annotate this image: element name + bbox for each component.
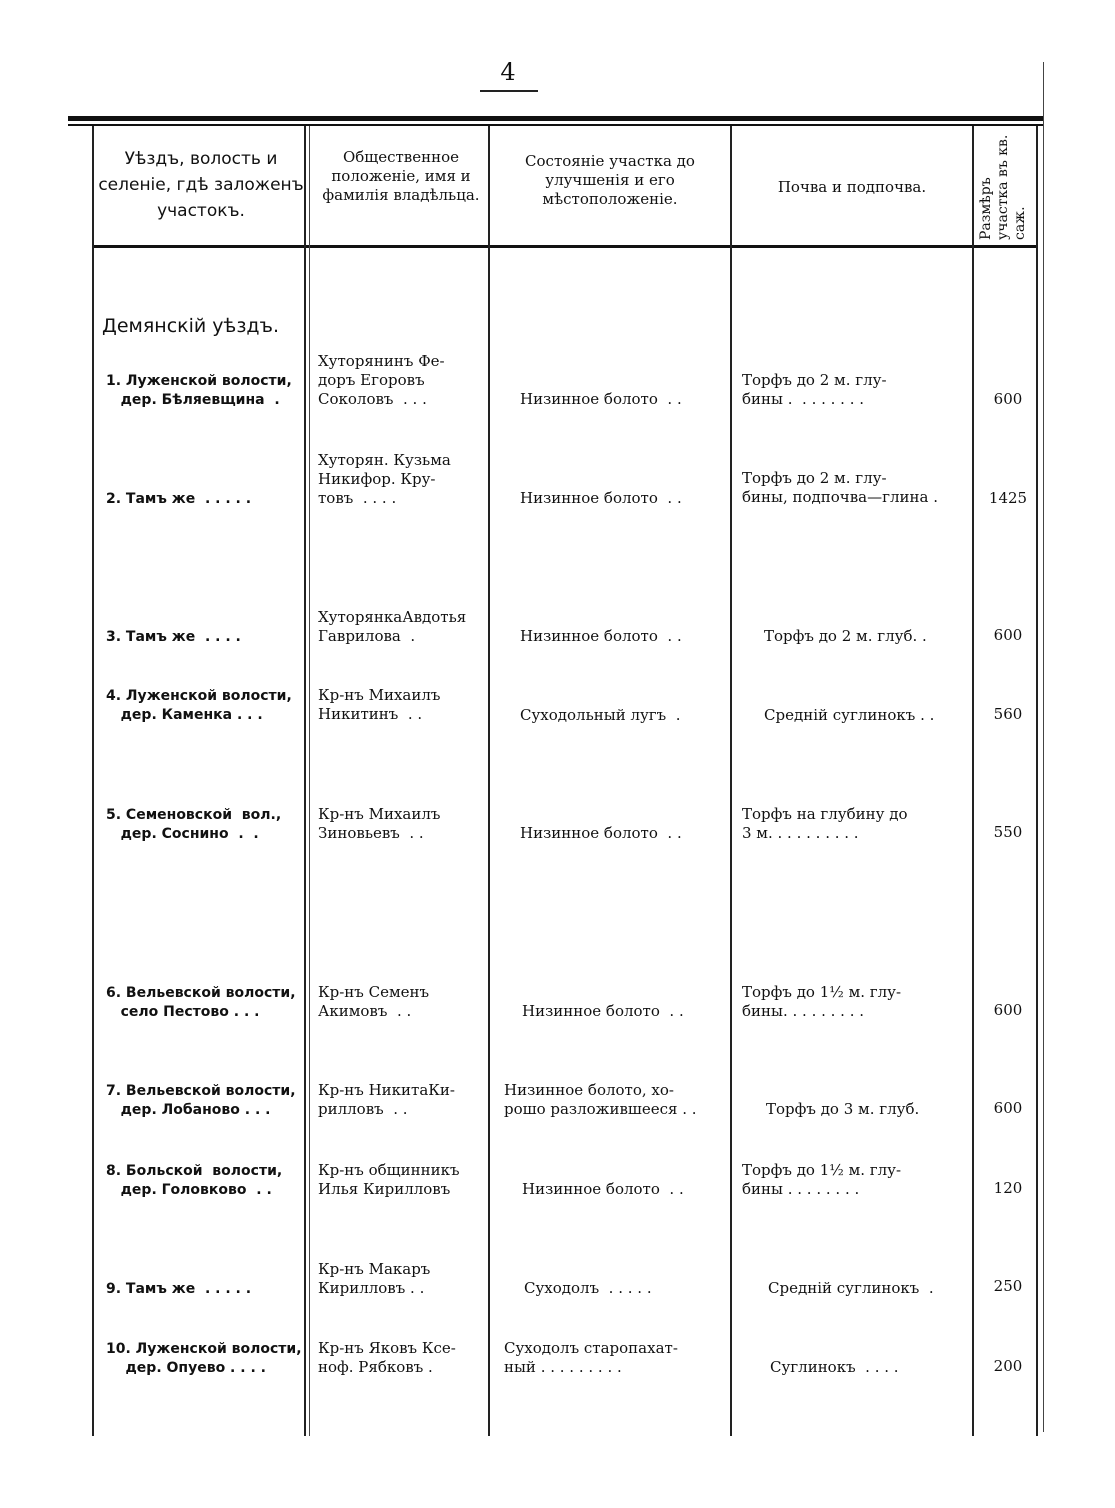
row-10-size: 200 bbox=[993, 1357, 1023, 1375]
row-2-soil: Торфъ до 2 м. глу- бины, подпочва—глина . bbox=[742, 469, 938, 506]
row-5-soil: Торфъ на глубину до 3 м. . . . . . . . . . bbox=[742, 805, 908, 842]
row-1-location: 1. Луженской волости, дер. Бѣляевщина . bbox=[106, 373, 292, 408]
row-3-location: 3. Тамъ же . . . . bbox=[106, 629, 241, 645]
row-3-state: Низинное болото . . bbox=[520, 627, 682, 645]
row-8-owner: Кр-нъ общинникъ Илья Кирилловъ bbox=[318, 1161, 460, 1198]
column-divider-2 bbox=[488, 126, 490, 1436]
header-separator bbox=[92, 245, 1036, 248]
top-rule-thin bbox=[68, 124, 1044, 126]
row-6-size: 600 bbox=[993, 1001, 1023, 1019]
row-1-size: 600 bbox=[993, 390, 1023, 408]
row-6-state: Низинное болото . . bbox=[522, 1002, 684, 1020]
row-8-size: 120 bbox=[993, 1179, 1023, 1197]
row-10-state: Суходолъ старопахат- ный . . . . . . . . . bbox=[504, 1339, 678, 1376]
row-7-location: 7. Вельевской волости, дер. Лобаново . . . bbox=[106, 1083, 296, 1118]
column-divider-1a bbox=[304, 126, 306, 1436]
row-1-soil: Торфъ до 2 м. глу- бины . . . . . . . . bbox=[742, 371, 887, 408]
row-8-location: 8. Больской волости, дер. Головково . . bbox=[106, 1163, 283, 1198]
column-divider-1b bbox=[309, 126, 310, 1436]
row-5-state: Низинное болото . . bbox=[520, 824, 682, 842]
row-6-location: 6. Вельевской волости, село Пестово . . . bbox=[106, 985, 296, 1020]
row-1-owner: Хуторянинъ Фе- доръ Егоровъ Соколовъ . . . bbox=[318, 352, 445, 408]
row-4-soil: Среднiй суглинокъ . . bbox=[764, 706, 935, 724]
row-7-size: 600 bbox=[993, 1099, 1023, 1117]
top-rule-thick bbox=[68, 116, 1044, 121]
row-3-soil: Торфъ до 2 м. глуб. . bbox=[764, 627, 927, 645]
header-owner: Общественное положеніе, имя и фамилія владѣльца. bbox=[322, 148, 480, 204]
page-edge-line bbox=[1043, 62, 1044, 1432]
row-6-owner: Кр-нъ Семенъ Акимовъ . . bbox=[318, 983, 430, 1020]
row-10-soil: Суглинокъ . . . . bbox=[770, 1358, 899, 1376]
page-number: 4 bbox=[500, 58, 516, 86]
row-6-soil: Торфъ до 1½ м. глу- бины. . . . . . . . . bbox=[742, 983, 902, 1020]
row-4-state: Суходольный лугъ . bbox=[520, 706, 681, 724]
header-size: Размѣръ участка въ кв. саж. bbox=[978, 134, 1028, 240]
row-2-state: Низинное болото . . bbox=[520, 489, 682, 507]
row-10-location: 10. Луженской волости, дер. Опуево . . . . bbox=[106, 1341, 302, 1376]
row-5-owner: Кр-нъ Михаилъ Зиновьевъ . . bbox=[318, 805, 441, 842]
row-2-size: 1425 bbox=[988, 489, 1028, 507]
row-7-soil: Торфъ до 3 м. глуб. bbox=[766, 1100, 920, 1118]
row-9-soil: Среднiй суглинокъ . bbox=[768, 1279, 934, 1297]
row-8-state: Низинное болото . . bbox=[522, 1180, 684, 1198]
row-2-location: 2. Тамъ же . . . . . bbox=[106, 491, 252, 507]
column-divider-3 bbox=[730, 126, 732, 1436]
row-3-size: 600 bbox=[993, 626, 1023, 644]
row-3-owner: ХуторянкаАвдотья Гаврилова . bbox=[318, 608, 467, 645]
row-4-size: 560 bbox=[993, 705, 1023, 723]
header-state: Состояніе участка до улучшенія и его мѣстоположеніе. bbox=[525, 152, 695, 208]
page-number-underline bbox=[480, 90, 538, 92]
header-location: Уѣздъ, волость и селеніе, гдѣ заложенъ участокъ. bbox=[98, 149, 304, 221]
row-4-owner: Кр-нъ Михаилъ Никитинъ . . bbox=[318, 686, 441, 723]
row-10-owner: Кр-нъ Яковъ Ксе- ноф. Рябковъ . bbox=[318, 1339, 456, 1376]
row-5-location: 5. Семеновской вол., дер. Соснино . . bbox=[106, 807, 282, 842]
row-2-owner: Хуторян. Кузьма Никифор. Кру- товъ . . . . bbox=[318, 451, 451, 507]
row-5-size: 550 bbox=[993, 823, 1023, 841]
row-1-state: Низинное болото . . bbox=[520, 390, 682, 408]
column-divider-4 bbox=[972, 126, 974, 1436]
row-7-owner: Кр-нъ НикитаКи- рилловъ . . bbox=[318, 1081, 455, 1118]
row-8-soil: Торфъ до 1½ м. глу- бины . . . . . . . . bbox=[742, 1161, 902, 1198]
table-border-right bbox=[1036, 126, 1038, 1436]
row-9-size: 250 bbox=[993, 1277, 1023, 1295]
row-9-owner: Кр-нъ Макаръ Кирилловъ . . bbox=[318, 1260, 431, 1297]
header-soil: Почва и подпочва. bbox=[777, 178, 927, 196]
row-7-state: Низинное болото, хо- рошо разложившееся . . bbox=[504, 1081, 697, 1118]
row-9-location: 9. Тамъ же . . . . . bbox=[106, 1281, 252, 1297]
row-9-state: Суходолъ . . . . . bbox=[524, 1279, 652, 1297]
table-border-left bbox=[92, 126, 94, 1436]
row-4-location: 4. Луженской волости, дер. Каменка . . . bbox=[106, 688, 292, 723]
district-heading: Демянскій уѣздъ. bbox=[102, 315, 280, 337]
